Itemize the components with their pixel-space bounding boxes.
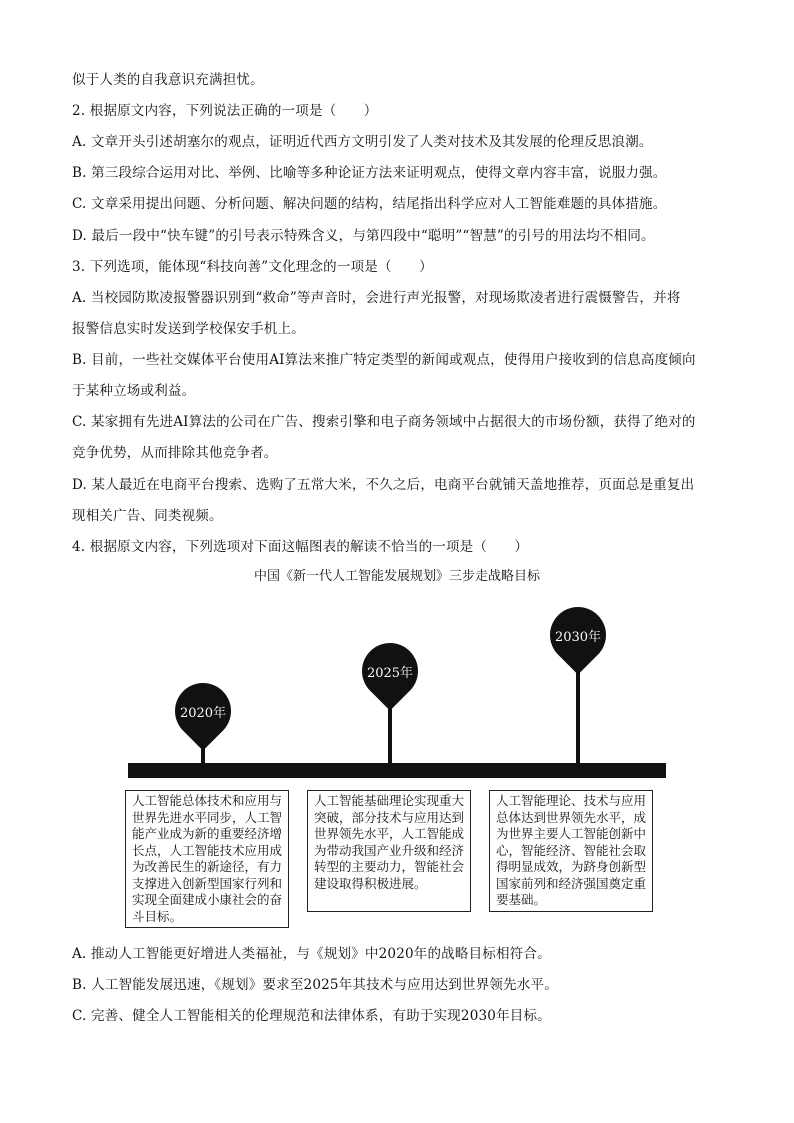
- question-4: 4. 根据原文内容，下列选项对下面这幅图表的解读不恰当的一项是（ ）: [72, 539, 529, 555]
- q3-option-a: A. 当校园防欺凌报警器识别到“救命”等声音时，会进行声光报警，对现场欺凌者进行震慑警告，并将: [72, 290, 681, 306]
- q3-option-a-cont: 报警信息实时发送到学校保安手机上。: [72, 321, 305, 337]
- q4-option-c: C. 完善、健全人工智能相关的伦理规范和法律体系，有助于实现2030年目标。: [72, 1008, 551, 1024]
- q2-option-a: A. 文章开头引述胡塞尔的观点，证明近代西方文明引发了人类对技术及其发展的伦理反思浪潮。: [72, 134, 653, 150]
- q4-option-a: A. 推动人工智能更好增进人类福祉，与《规划》中2020年的战略目标相符合。: [72, 946, 551, 962]
- q4-option-b: B. 人工智能发展迅速，《规划》要求至2025年其技术与应用达到世界领先水平。: [72, 977, 558, 993]
- q3-option-c: C. 某家拥有先进AI算法的公司在广告、搜索引擎和电子商务领域中占据很大的市场份额，获得了绝对的: [72, 414, 696, 430]
- q3-option-b: B. 目前，一些社交媒体平台使用AI算法来推广特定类型的新闻或观点，使得用户接收到的信息高度倾向: [72, 352, 696, 368]
- pin-2025-label: 2025年: [366, 666, 414, 681]
- q2-option-c: C. 文章采用提出问题、分析问题、解决问题的结构，结尾指出科学应对人工智能难题的具体措施。: [72, 196, 667, 212]
- pin-2030-label: 2030年: [554, 630, 602, 645]
- question-2: 2. 根据原文内容，下列说法正确的一项是（ ）: [72, 103, 378, 119]
- chart-title: 中国《新一代人工智能发展规划》三步走战略目标: [253, 569, 540, 584]
- q2-option-b: B. 第三段综合运用对比、举例、比喻等多种论证方法来证明观点，使得文章内容丰富，说服力强。: [72, 165, 667, 181]
- milestone-2025-box: 人工智能基础理论实现重大突破，部分技术与应用达到世界领先水平，人工智能成为带动我国产业升级和经济转型的主要动力，智能社会建设取得积极进展。: [307, 790, 471, 912]
- q3-option-d: D. 某人最近在电商平台搜索、选购了五常大米，不久之后，电商平台就铺天盖地推荐，页面总是重复出: [72, 477, 695, 493]
- q3-option-d-cont: 现相关广告、同类视频。: [72, 508, 223, 524]
- q3-option-b-cont: 于某种立场或利益。: [72, 383, 196, 399]
- milestone-2020-box: 人工智能总体技术和应用与世界先进水平同步，人工智能产业成为新的重要经济增长点，人工智能技术应用成为改善民生的新途径，有力支撑进入创新型国家行列和实现全面建成小康社会的奋斗目标。: [125, 790, 289, 928]
- question-3: 3. 下列选项，能体现“科技向善”文化理念的一项是（ ）: [72, 259, 433, 275]
- q3-option-c-cont: 竞争优势，从而排除其他竞争者。: [72, 445, 278, 461]
- q2-option-d: D. 最后一段中“快车键”的引号表示特殊含义，与第四段中“聪明”“智慧”的引号的用法均不相同。: [72, 228, 655, 244]
- text-line: 似于人类的自我意识充满担忧。: [72, 72, 264, 88]
- pin-2020-label: 2020年: [179, 706, 227, 721]
- timeline-bar: [128, 763, 666, 778]
- milestone-2030-box: 人工智能理论、技术与应用总体达到世界领先水平，成为世界主要人工智能创新中心，智能经济、智能社会取得明显成效，为跻身创新型国家前列和经济强国奠定重要基础。: [489, 790, 653, 912]
